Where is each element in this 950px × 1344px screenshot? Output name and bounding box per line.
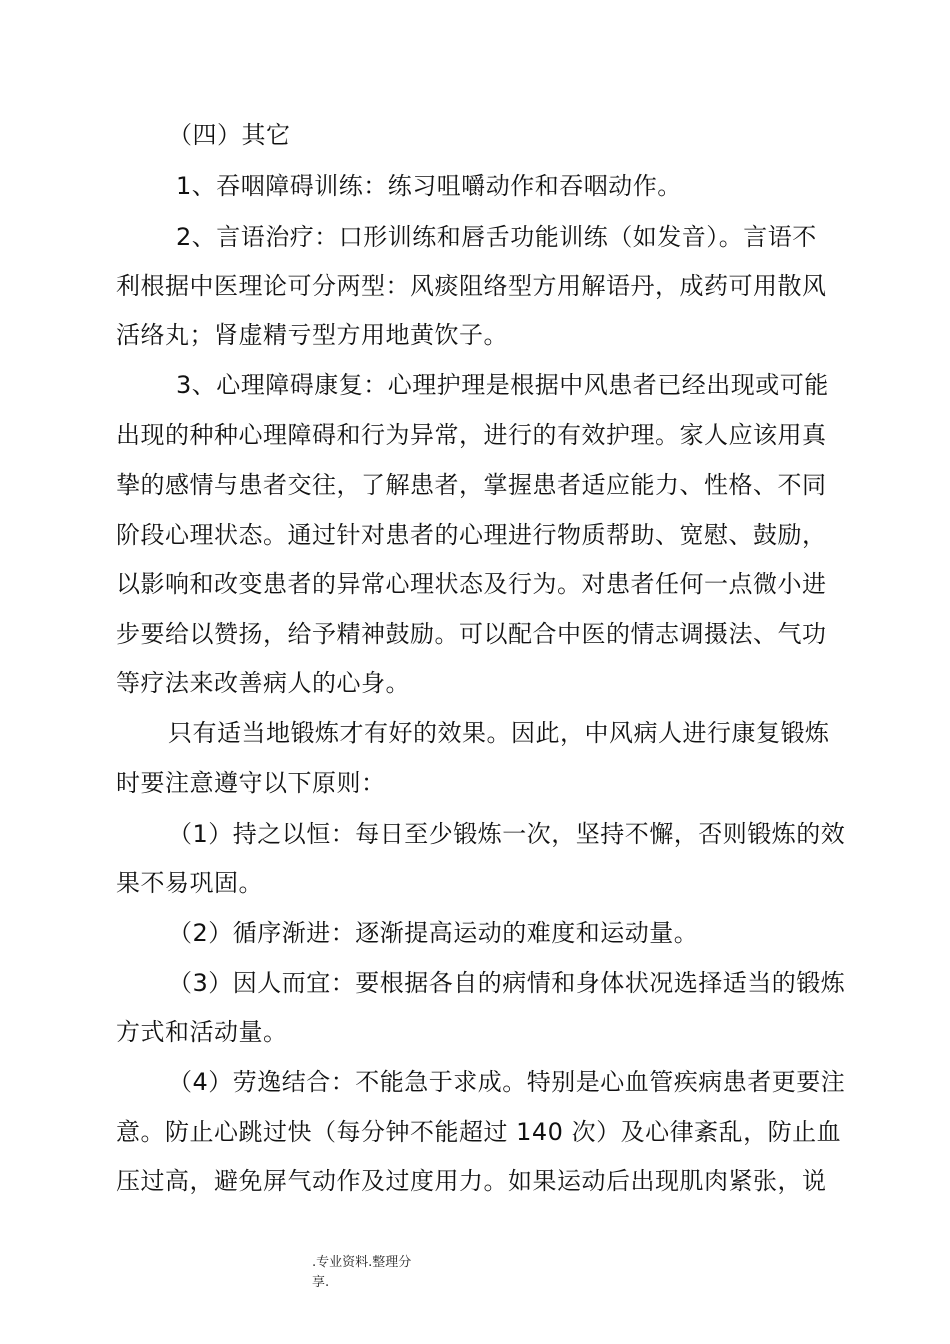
text-line: 果不易巩固。 [116, 869, 263, 897]
text-line: 压过高，避免屏气动作及过度用力。如果运动后出现肌肉紧张，说 [116, 1167, 827, 1195]
text-line: 3、心理障碍康复：心理护理是根据中风患者已经出现或可能 [176, 371, 829, 399]
text-line: 2、言语治疗：口形训练和唇舌功能训练（如发音）。言语不 [176, 223, 817, 251]
text-line: 方式和活动量。 [116, 1018, 288, 1046]
text-line: 阶段心理状态。通过针对患者的心理进行物质帮助、宽慰、鼓励， [116, 521, 827, 549]
text-line: 活络丸；肾虚精亏型方用地黄饮子。 [116, 321, 508, 349]
text-line: 出现的种种心理障碍和行为异常，进行的有效护理。家人应该用真 [116, 421, 827, 449]
text-line: 以影响和改变患者的异常心理状态及行为。对患者任何一点微小进 [116, 570, 827, 598]
text-line: 挚的感情与患者交往，了解患者，掌握患者适应能力、性格、不同 [116, 471, 827, 499]
text-line: 时要注意遵守以下原则： [116, 769, 386, 797]
text-line: 意。防止心跳过快（每分钟不能超过 140 次）及心律紊乱，防止血 [116, 1118, 842, 1146]
text-line: 步要给以赞扬，给予精神鼓励。可以配合中医的情志调摄法、气功 [116, 620, 827, 648]
text-line: 等疗法来改善病人的心身。 [116, 669, 410, 697]
text-line: （4）劳逸结合：不能急于求成。特别是心血管疾病患者更要注 [168, 1068, 846, 1096]
text-line: 只有适当地锻炼才有好的效果。因此，中风病人进行康复锻炼 [168, 719, 830, 747]
text-line: （四）其它 [168, 121, 291, 149]
footer-line-1: .专业资料.整理分 [312, 1255, 412, 1270]
text-line: （3）因人而宜：要根据各自的病情和身体状况选择适当的锻炼 [168, 969, 846, 997]
footer-line-2: 享. [312, 1275, 330, 1290]
text-line: 1、吞咽障碍训练：练习咀嚼动作和吞咽动作。 [176, 172, 682, 200]
text-line: （1）持之以恒：每日至少锻炼一次，坚持不懈，否则锻炼的效 [168, 820, 846, 848]
text-line: （2）循序渐进：逐渐提高运动的难度和运动量。 [168, 919, 699, 947]
text-line: 利根据中医理论可分两型：风痰阻络型方用解语丹，成药可用散风 [116, 272, 827, 300]
